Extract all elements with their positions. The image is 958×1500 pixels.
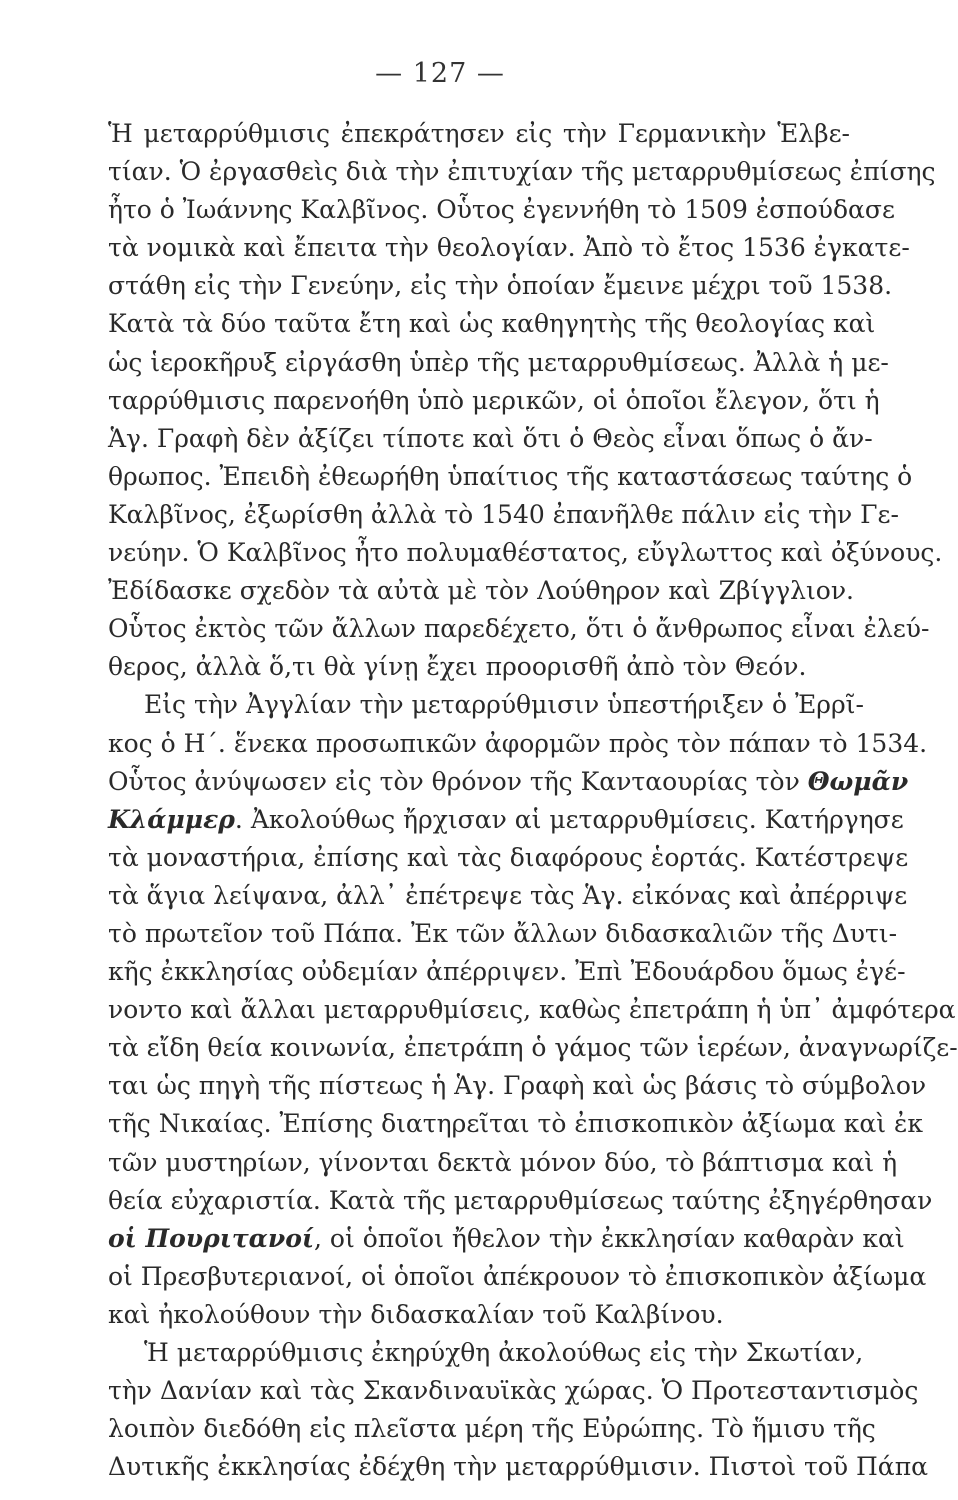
text-line	[108, 877, 908, 915]
page-number: — 127 —	[375, 58, 505, 89]
line-text: τῆς Νικαίας. Ἐπίσης διατηρεῖται τὸ ἐπισκοπικὸν ἀξίωμα καὶ ἐκ	[108, 1109, 924, 1139]
line-text: λοιπὸν διεδόθη εἰς πλεῖστα μέρη τῆς Εὐρώπης. Τὸ ἥμισυ τῆς	[108, 1414, 876, 1444]
line-text: ὡς ἱεροκῆρυξ εἰργάσθη ὑπὲρ τῆς μεταρρυθμίσεως. Ἀλλὰ ἡ με-	[108, 347, 889, 377]
text-line	[108, 1296, 850, 1334]
text-line	[108, 1334, 864, 1372]
line-text: καὶ ἠκολούθουν τὴν διδασκαλίαν τοῦ Καλβίνου.	[108, 1299, 724, 1329]
line-text: Ἐδίδασκε σχεδὸν τὰ αὐτὰ μὲ τὸν Λούθηρον καὶ Ζβίγγλιον.	[108, 576, 854, 606]
text-line	[108, 458, 913, 496]
text-line	[108, 1144, 898, 1182]
line-text: τὰ μοναστήρια, ἐπίσης καὶ τὰς διαφόρους ἑορτάς. Κατέστρεψε	[108, 842, 909, 872]
line-text: νεύην. Ὁ Καλβῖνος ἦτο πολυμαθέστατος, εὔγλωττος καὶ ὀξύνους.	[108, 538, 943, 568]
text-line	[108, 572, 854, 610]
line-text: Οὗτος ἐκτὸς τῶν ἄλλων παρεδέχετο, ὅτι ὁ ἄνθρωπος εἶναι ἐλεύ-	[108, 614, 930, 644]
line-text: τὰ εἴδη θεία κοινωνία, ἐπετράπη ὁ γάμος τῶν ἱερέων, ἀναγνωρίζε-	[108, 1033, 958, 1063]
text-line	[108, 1372, 919, 1410]
text-line	[108, 1029, 958, 1067]
text-line	[108, 1448, 929, 1486]
text-line	[108, 610, 930, 648]
text-line	[108, 915, 898, 953]
line-text: Ἡ μεταρρύθμισις ἐκηρύχθη ἀκολούθως εἰς τὴν Σκωτίαν,	[144, 1338, 864, 1367]
text-line	[108, 953, 906, 991]
line-text: Ἡ μεταρρύθμισις ἐπεκράτησεν εἰς τὴν Γερμανικὴν Ἑλβε-	[108, 119, 850, 148]
line-text: κος ὁ Η΄. ἕνεκα προσωπικῶν ἀφορμῶν πρὸς τὸν πάπαν τὸ 1534.	[108, 728, 928, 758]
line-text: Εἰς τὴν Ἀγγλίαν τὴν μεταρρύθμισιν ὑπεστήριξεν ὁ Ἐρρῖ-	[144, 690, 864, 720]
body-text	[108, 115, 958, 1486]
emphasized-term: Θωμᾶν	[807, 766, 909, 796]
text-line	[108, 763, 909, 801]
line-text: τῶν μυστηρίων, γίνονται δεκτὰ μόνον δύο, τὸ βάπτισμα καὶ ἡ	[108, 1147, 898, 1177]
line-text: τὰ νομικὰ καὶ ἔπειτα τὴν θεολογίαν. Ἀπὸ τὸ ἔτος 1536 ἐγκατε-	[108, 233, 910, 263]
line-text: νοντο καὶ ἄλλαι μεταρρυθμίσεις, καθὼς ἐπετράπη ἡ ὑπ᾽ ἀμφότερα	[108, 995, 956, 1025]
line-text: τὴν Δανίαν καὶ τὰς Σκανδιναυϊκὰς χώρας. Ὁ Προτεσταντισμὸς	[108, 1376, 919, 1406]
line-text: τίαν. Ὁ ἐργασθεὶς διὰ τὴν ἐπιτυχίαν τῆς μεταρρυθμίσεως ἐπίσης	[108, 157, 936, 187]
text-line	[108, 534, 943, 572]
emphasized-term: οἱ Πουριτανοί	[108, 1223, 315, 1253]
text-line	[108, 1067, 927, 1105]
line-text: ται ὡς πηγὴ τῆς πίστεως ἡ Ἁγ. Γραφὴ καὶ ὡς βάσις τὸ σύμβολον	[108, 1071, 927, 1101]
line-text: τὸ πρωτεῖον τοῦ Πάπα. Ἐκ τῶν ἄλλων διδασκαλιῶν τῆς Δυτι-	[108, 918, 898, 948]
text-line	[108, 801, 904, 839]
line-text: Δυτικῆς ἐκκλησίας ἐδέχθη τὴν μεταρρύθμισιν. Πιστοὶ τοῦ Πάπα	[108, 1452, 929, 1482]
text-line	[108, 1258, 927, 1296]
text-line	[108, 115, 850, 153]
text-line	[108, 420, 873, 458]
line-text: Οὗτος ἀνύψωσεν εἰς τὸν θρόνον τῆς Κανταουρίας τὸν	[108, 766, 808, 796]
text-line	[108, 648, 850, 686]
line-text: θερος, ἀλλὰ ὅ,τι θὰ γίνῃ ἔχει προορισθῆ ἀπὸ τὸν Θεόν.	[108, 652, 807, 682]
text-line	[108, 1220, 905, 1258]
line-text: κῆς ἐκκλησίας οὐδεμίαν ἀπέρριψεν. Ἐπὶ Ἐδουάρδου ὅμως ἐγέ-	[108, 957, 906, 987]
line-text: θρωπος. Ἐπειδὴ ἐθεωρήθη ὑπαίτιος τῆς καταστάσεως ταύτης ὁ	[108, 461, 913, 491]
text-line	[108, 382, 880, 420]
line-text: στάθη εἰς τὴν Γενεύην, εἰς τὴν ὁποίαν ἔμεινε μέχρι τοῦ 1538.	[108, 271, 893, 301]
line-text: ἦτο ὁ Ἰωάννης Καλβῖνος. Οὗτος ἐγεννήθη τὸ 1509 ἐσπούδασε	[108, 195, 895, 225]
line-text: ταρρύθμισις παρενοήθη ὑπὸ μερικῶν, οἱ ὁποῖοι ἔλεγον, ὅτι ἡ	[108, 385, 880, 415]
text-line	[108, 725, 928, 763]
line-text: τὰ ἅγια λείψανα, ἀλλ᾽ ἐπέτρεψε τὰς Ἁγ. εἰκόνας καὶ ἀπέρριψε	[108, 880, 908, 910]
text-line	[108, 305, 876, 343]
text-line	[108, 153, 936, 191]
text-line	[108, 191, 895, 229]
line-text: Ἁγ. Γραφὴ δὲν ἀξίζει τίποτε καὶ ὅτι ὁ Θεὸς εἶναι ὅπως ὁ ἄν-	[108, 423, 873, 453]
text-line	[108, 229, 910, 267]
line-text: . Ἀκολούθως ἤρχισαν αἱ μεταρρυθμίσεις. Κατήργησε	[234, 804, 904, 834]
text-line	[108, 839, 909, 877]
line-text: Καλβῖνος, ἐξωρίσθη ἀλλὰ τὸ 1540 ἐπανῆλθε πάλιν εἰς τὴν Γε-	[108, 499, 899, 529]
line-text: οἱ Πρεσβυτεριανοί, οἱ ὁποῖοι ἀπέκρουον τὸ ἐπισκοπικὸν ἀξίωμα	[108, 1261, 927, 1291]
line-text: θεία εὐχαριστία. Κατὰ τῆς μεταρρυθμίσεως ταύτης ἐξηγέρθησαν	[108, 1185, 933, 1215]
emphasized-term: Κλάμμερ	[108, 804, 235, 834]
text-line	[108, 1105, 924, 1143]
text-line	[108, 1182, 933, 1220]
text-line	[108, 991, 956, 1029]
text-line	[108, 1410, 876, 1448]
line-text: , οἱ ὁποῖοι ἤθελον τὴν ἐκκλησίαν καθαρὰν καὶ	[314, 1223, 905, 1253]
text-line	[108, 686, 864, 724]
text-line	[108, 496, 899, 534]
text-line	[108, 344, 889, 382]
line-text: Κατὰ τὰ δύο ταῦτα ἔτη καὶ ὡς καθηγητὴς τῆς θεολογίας καὶ	[108, 309, 876, 339]
text-line	[108, 267, 893, 305]
